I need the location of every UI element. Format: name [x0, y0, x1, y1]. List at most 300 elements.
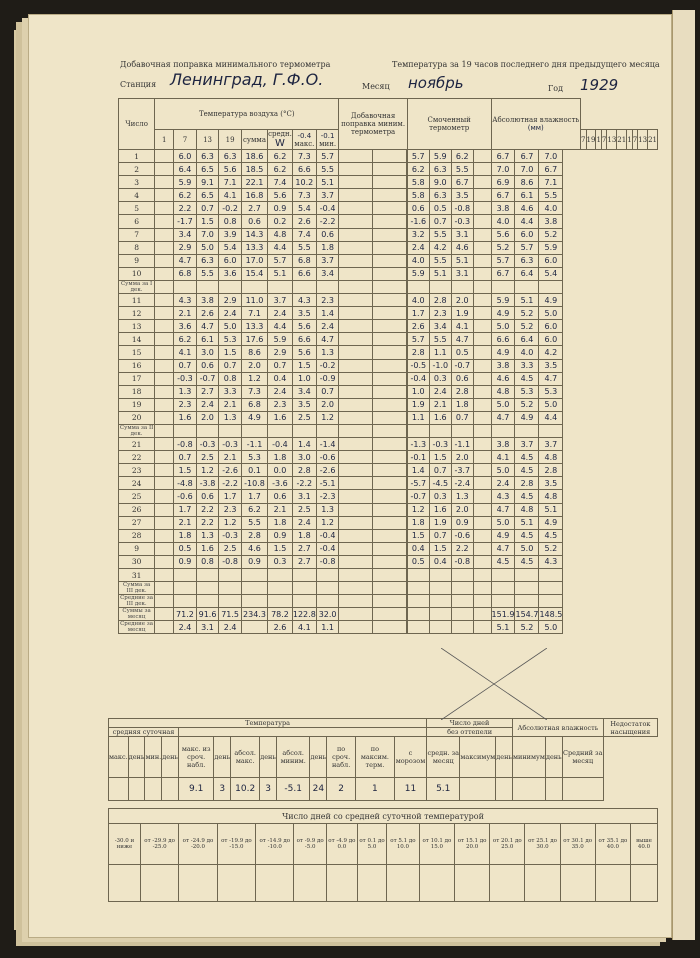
range-head: от 30.1 до 35.0 [560, 824, 595, 865]
range-value [454, 865, 489, 902]
correction-cell [339, 346, 373, 359]
summary-value [545, 778, 562, 801]
table-row [119, 411, 658, 424]
correction-cell [373, 569, 407, 582]
wet-cell: 1.0 [407, 385, 429, 398]
correction-cell [373, 202, 407, 215]
correction-cell [373, 176, 407, 189]
range-head: от -4.9 до 0.0 [326, 824, 357, 865]
summary-value: -5.1 [276, 778, 310, 801]
wet-cell: 2.0 [451, 451, 473, 464]
wet-cell: 1.4 [407, 464, 429, 477]
correction-cell [339, 215, 373, 228]
total-cell [155, 424, 174, 437]
hum-cell [473, 529, 491, 542]
correction-cell [339, 503, 373, 516]
air-temp-cell: 3.3 [219, 385, 242, 398]
correction-cell [373, 529, 407, 542]
summary-head: по максим. терм. [356, 737, 395, 778]
hum-cell: 5.7 [491, 254, 515, 267]
total-cell [429, 621, 451, 634]
range-value [357, 865, 386, 902]
header-right: Температура за 19 часов последнего дня предыдущего месяца [392, 60, 660, 69]
table-row [119, 215, 658, 228]
max-cell: 3.1 [292, 490, 316, 503]
air-temp-cell: 3.6 [174, 320, 197, 333]
hum-cell [539, 569, 563, 582]
air-temp-cell [155, 320, 174, 333]
wet-cell: 0.6 [451, 372, 473, 385]
hum-cell: 4.8 [515, 503, 539, 516]
correction-cell [373, 555, 407, 568]
sum-cell [241, 569, 267, 582]
wet-cell: 4.1 [451, 320, 473, 333]
total-cell [407, 424, 429, 437]
sum-cell: 18.5 [241, 163, 267, 176]
air-temp-cell: 0.5 [174, 542, 197, 555]
air-temp-cell: 0.7 [174, 451, 197, 464]
hum-cell: 5.0 [491, 464, 515, 477]
total-cell [339, 424, 373, 437]
air-temp-cell: 5.6 [219, 163, 242, 176]
wet-cell: 5.9 [429, 150, 451, 163]
wet-cell: -1.3 [407, 438, 429, 451]
sum-cell: 5.3 [241, 451, 267, 464]
hum-cell: 5.2 [539, 542, 563, 555]
hum-cell: 4.5 [491, 555, 515, 568]
correction-cell [339, 372, 373, 385]
total-cell: 32.0 [316, 608, 339, 621]
col-abs-hum-unit: (мм) [527, 124, 544, 132]
max-cell: 3.0 [292, 451, 316, 464]
hum-cell: 4.4 [515, 215, 539, 228]
hum-cell: 6.4 [515, 333, 539, 346]
sum-cell: 1.7 [241, 490, 267, 503]
total-cell [174, 280, 197, 293]
row-day: 25 [119, 490, 155, 503]
hum-cell: 5.0 [491, 516, 515, 529]
wet-cell: 5.5 [429, 228, 451, 241]
corr-hour-19: 19 [586, 130, 596, 150]
range-head: от 20.1 до 25.0 [490, 824, 525, 865]
wet-cell: 0.4 [429, 555, 451, 568]
wet-cell: 1.9 [407, 398, 429, 411]
wet-hour-13: 13 [607, 130, 617, 150]
total-cell [174, 424, 197, 437]
total-cell [373, 424, 407, 437]
range-head: от 25.1 до 30.0 [525, 824, 560, 865]
wet-cell: -5.7 [407, 477, 429, 490]
wet-cell: 5.9 [407, 267, 429, 280]
hum-cell: 4.5 [515, 555, 539, 568]
sum-cell: -10.8 [241, 477, 267, 490]
correction-cell [339, 438, 373, 451]
station-label: Станция [120, 80, 157, 89]
hum-cell: 3.8 [539, 215, 563, 228]
hum-total-cell: 5.1 [491, 621, 515, 634]
sum-month [119, 608, 658, 621]
hum-cell: 6.0 [515, 228, 539, 241]
max-cell [292, 569, 316, 582]
hum-cell: 5.4 [539, 267, 563, 280]
summary-head: абсол. макс. [231, 737, 260, 778]
hum-cell: 3.3 [515, 359, 539, 372]
correction-cell [373, 490, 407, 503]
air-temp-cell: 3.9 [219, 228, 242, 241]
air-temp-cell: 9.1 [196, 176, 219, 189]
station-value: Ленинград, Г.Ф.О. [170, 70, 324, 89]
mean-decade-3 [119, 595, 658, 608]
air-temp-cell: 4.7 [196, 320, 219, 333]
total-cell [407, 608, 429, 621]
summary-value: 3 [214, 778, 231, 801]
mean-cell: 5.1 [268, 267, 293, 280]
table-row [119, 359, 658, 372]
min-cell: 1.3 [316, 346, 339, 359]
hum-cell: 4.3 [539, 555, 563, 568]
min-cell: 1.2 [316, 411, 339, 424]
air-temp-cell: 2.5 [196, 451, 219, 464]
wet-cell: -1.0 [429, 359, 451, 372]
total-cell [292, 424, 316, 437]
wet-cell: 0.4 [407, 542, 429, 555]
hum-cell [473, 176, 491, 189]
row-day: 21 [119, 438, 155, 451]
summary-head: день [545, 737, 562, 778]
row-day: 14 [119, 333, 155, 346]
mean-cell: 2.9 [268, 346, 293, 359]
mean-decade-3-label: Средние за III дек. [120, 595, 154, 608]
hum-cell: 6.9 [491, 176, 515, 189]
air-temp-cell [155, 202, 174, 215]
wet-cell: 4.0 [407, 294, 429, 307]
wet-cell: -0.7 [451, 359, 473, 372]
range-head: от 10.1 до 15.0 [419, 824, 454, 865]
wet-cell [451, 569, 473, 582]
hum-cell: 4.6 [491, 372, 515, 385]
air-temp-cell: -0.3 [219, 438, 242, 451]
summary-value [145, 778, 162, 801]
hum-cell: 6.0 [539, 333, 563, 346]
days-sub-heading: без оттепели [427, 728, 513, 737]
table-row [119, 385, 658, 398]
correction-cell [373, 516, 407, 529]
air-temp-cell: 2.2 [196, 503, 219, 516]
air-temp-cell: -0.6 [174, 490, 197, 503]
hum-total-cell [539, 595, 563, 608]
wet-cell: 0.5 [407, 555, 429, 568]
hum-cell [473, 307, 491, 320]
hum-cell: 5.3 [539, 385, 563, 398]
air-temp-cell: 7.1 [219, 176, 242, 189]
total-cell [407, 595, 429, 608]
table-row [119, 267, 658, 280]
month-label: Месяц [362, 82, 390, 91]
total-cell [268, 582, 293, 595]
correction-cell [373, 451, 407, 464]
max-cell: 1.5 [292, 359, 316, 372]
wet-cell: 0.3 [429, 490, 451, 503]
total-cell [219, 424, 242, 437]
correction-cell [339, 359, 373, 372]
summary-head: день [310, 737, 327, 778]
max-cell: 3.4 [292, 385, 316, 398]
total-cell [196, 280, 219, 293]
total-cell [373, 582, 407, 595]
table-row [119, 333, 658, 346]
summary-value: 9.1 [178, 778, 213, 801]
hum-total-cell [515, 582, 539, 595]
mean-cell: 3.7 [268, 294, 293, 307]
total-cell [219, 595, 242, 608]
mean-cell: 1.5 [268, 542, 293, 555]
hum-cell: 5.3 [515, 385, 539, 398]
wet-cell: -1.6 [407, 215, 429, 228]
range-value [140, 865, 178, 902]
min-cell: 1.4 [316, 307, 339, 320]
air-temp-cell: 2.9 [174, 241, 197, 254]
correction-cell [373, 150, 407, 163]
max-cell: -2.2 [292, 477, 316, 490]
wet-cell: 6.2 [407, 163, 429, 176]
wet-cell: 5.1 [451, 254, 473, 267]
air-temp-cell: 1.7 [174, 503, 197, 516]
total-cell [339, 621, 373, 634]
hum-cell [473, 189, 491, 202]
air-temp-cell: 6.8 [174, 267, 197, 280]
air-temp-cell: 2.2 [174, 202, 197, 215]
mean-cell: 0.3 [268, 555, 293, 568]
min-cell: 5.7 [316, 150, 339, 163]
hum-cell: 6.1 [515, 189, 539, 202]
hum-cell: 5.0 [539, 398, 563, 411]
wet-cell: 1.3 [451, 490, 473, 503]
wet-cell: 1.1 [429, 346, 451, 359]
air-temp-cell: 6.0 [219, 254, 242, 267]
min-cell: 3.4 [316, 267, 339, 280]
sum-decade-3-label: Сумма за III дек. [119, 582, 155, 595]
table-row [119, 503, 658, 516]
col-wet: Смоченный термометр [407, 99, 491, 150]
hum-cell: 4.9 [539, 516, 563, 529]
air-temp-cell: -0.7 [196, 372, 219, 385]
hum-cell: 4.5 [515, 490, 539, 503]
correction-cell [373, 215, 407, 228]
hum-cell: 6.7 [539, 163, 563, 176]
hum-cell: 5.9 [539, 241, 563, 254]
total-cell [196, 582, 219, 595]
total-cell [407, 582, 429, 595]
air-temp-cell: 1.3 [196, 529, 219, 542]
hum-cell: 4.9 [491, 307, 515, 320]
table-row [119, 398, 658, 411]
hum-cell [473, 385, 491, 398]
summary-head: абсол. миним. [276, 737, 310, 778]
hum-cell: 7.1 [539, 176, 563, 189]
correction-cell [373, 398, 407, 411]
wet-cell: -0.8 [451, 555, 473, 568]
air-temp-cell: 2.1 [219, 398, 242, 411]
air-temp-cell: 1.2 [219, 516, 242, 529]
air-temp-cell: 1.8 [174, 529, 197, 542]
air-temp-cell [155, 189, 174, 202]
correction-cell [373, 294, 407, 307]
hum-cell: 4.1 [491, 451, 515, 464]
row-day: 17 [119, 372, 155, 385]
total-cell [292, 280, 316, 293]
sum-cell: 14.3 [241, 228, 267, 241]
hum-cell: 4.9 [539, 294, 563, 307]
air-temp-cell: 2.1 [174, 516, 197, 529]
wet-cell: 0.3 [429, 372, 451, 385]
hum-cell: 4.8 [491, 385, 515, 398]
hum-total-cell [491, 424, 515, 437]
table-row [119, 307, 658, 320]
wet-cell: 2.6 [407, 320, 429, 333]
col-mean [268, 130, 293, 150]
hum-cell: 4.8 [539, 490, 563, 503]
correction-cell [339, 307, 373, 320]
hum-cell: 4.5 [515, 372, 539, 385]
table-row [119, 490, 658, 503]
total-cell: 3.1 [196, 621, 219, 634]
wet-cell: -3.7 [451, 464, 473, 477]
total-cell [316, 424, 339, 437]
correction-cell [339, 294, 373, 307]
air-temp-cell [155, 529, 174, 542]
wet-cell: 3.1 [451, 228, 473, 241]
row-day: 22 [119, 451, 155, 464]
sum-cell: 6.2 [241, 503, 267, 516]
wet-cell: 4.2 [429, 241, 451, 254]
summary-value [460, 778, 496, 801]
max-cell: 2.7 [292, 555, 316, 568]
wet-cell: 5.7 [407, 150, 429, 163]
hum-cell [473, 411, 491, 424]
air-temp-cell [219, 569, 242, 582]
min-cell: 1.3 [316, 503, 339, 516]
hum-cell: 3.5 [539, 359, 563, 372]
sum-decade-3 [119, 582, 658, 595]
row-day: 12 [119, 307, 155, 320]
col-max [292, 130, 316, 150]
hum-cell: 6.4 [515, 267, 539, 280]
correction-cell [373, 438, 407, 451]
air-temp-cell [174, 569, 197, 582]
hum-cell [473, 569, 491, 582]
total-cell: 2.6 [268, 621, 293, 634]
sum-cell: 4.9 [241, 411, 267, 424]
hum-cell: 6.7 [515, 150, 539, 163]
hum-cell: 5.2 [515, 320, 539, 333]
hum-cell: 5.2 [515, 307, 539, 320]
mean-cell: 6.2 [268, 150, 293, 163]
hum-total-cell [491, 595, 515, 608]
air-temp-cell [155, 307, 174, 320]
range-head: от -24.9 до -20.0 [179, 824, 217, 865]
wet-cell: -0.5 [407, 359, 429, 372]
air-temp-cell [155, 294, 174, 307]
hum-cell: 4.0 [515, 346, 539, 359]
air-temp-cell [155, 346, 174, 359]
hum-total-cell [515, 424, 539, 437]
hum-cell [473, 215, 491, 228]
total-cell [219, 582, 242, 595]
sum-cell: 17.6 [241, 333, 267, 346]
hum-cell: 3.7 [515, 438, 539, 451]
total-cell [155, 621, 174, 634]
row-day: 4 [119, 189, 155, 202]
min-cell: -0.8 [316, 555, 339, 568]
air-temp-cell [155, 150, 174, 163]
range-value [560, 865, 595, 902]
total-cell [451, 608, 473, 621]
min-cell: -2.2 [316, 215, 339, 228]
total-cell [339, 280, 373, 293]
total-cell: 2.4 [219, 621, 242, 634]
total-cell [241, 582, 267, 595]
air-temp-cell: 0.8 [219, 215, 242, 228]
correction-cell [373, 359, 407, 372]
days-table-title: Число дней со средней суточной температурой [109, 809, 658, 824]
min-cell: 2.0 [316, 398, 339, 411]
row-day: 9 [119, 254, 155, 267]
sum-cell: 13.3 [241, 241, 267, 254]
air-temp-cell: 3.8 [196, 294, 219, 307]
hum-cell [473, 503, 491, 516]
air-temp-cell: 6.5 [196, 189, 219, 202]
total-cell [451, 595, 473, 608]
hum-cell: 5.0 [515, 542, 539, 555]
total-cell: 234.3 [241, 608, 267, 621]
table-row [119, 202, 658, 215]
total-cell [316, 280, 339, 293]
wet-cell: -0.6 [451, 529, 473, 542]
wet-cell: 1.5 [407, 529, 429, 542]
total-cell: 71.5 [219, 608, 242, 621]
air-temp-cell: 1.2 [196, 464, 219, 477]
wet-cell: 1.9 [451, 307, 473, 320]
total-cell [429, 582, 451, 595]
air-temp-cell: -0.3 [219, 529, 242, 542]
wet-cell [407, 569, 429, 582]
air-temp-cell: 2.1 [174, 307, 197, 320]
air-temp-cell [155, 438, 174, 451]
air-temp-cell: 1.5 [174, 464, 197, 477]
summary-value [162, 778, 179, 801]
wet-cell: 5.8 [407, 189, 429, 202]
hum-total-cell: 5.0 [539, 621, 563, 634]
correction-cell [373, 411, 407, 424]
row-day: 23 [119, 464, 155, 477]
total-cell [451, 582, 473, 595]
correction-cell [339, 529, 373, 542]
correction-cell [339, 150, 373, 163]
hum-cell [473, 202, 491, 215]
table-row [119, 372, 658, 385]
max-cell: 6.6 [292, 333, 316, 346]
table-row [119, 320, 658, 333]
summary-value [496, 778, 513, 801]
mean-cell: -3.6 [268, 477, 293, 490]
range-value [490, 865, 525, 902]
total-cell [196, 424, 219, 437]
table-row [119, 241, 658, 254]
hum-cell: 4.5 [515, 451, 539, 464]
hum-cell: 5.1 [515, 294, 539, 307]
air-temp-cell: 6.5 [196, 163, 219, 176]
daily-observations-table [118, 98, 658, 634]
